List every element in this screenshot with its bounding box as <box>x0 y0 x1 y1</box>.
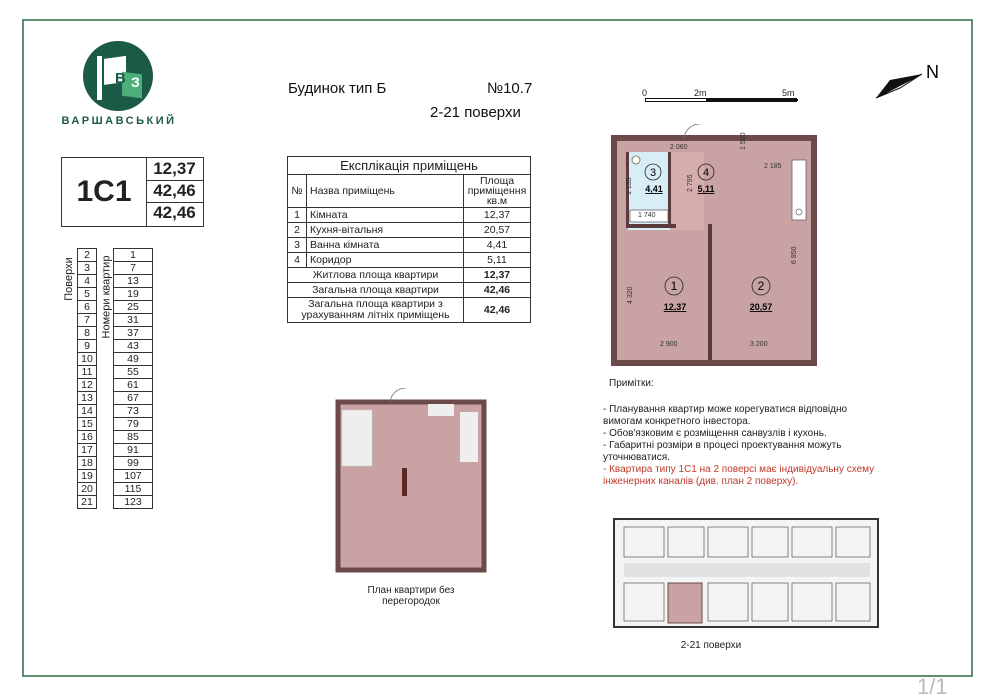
floor-number: 7 <box>78 314 97 327</box>
floor-number: 6 <box>78 301 97 314</box>
apartment-number: 13 <box>114 275 153 288</box>
apartments-label-cell <box>97 496 114 509</box>
room-row <box>288 223 531 238</box>
apartment-number: 99 <box>114 457 153 470</box>
room-row <box>288 253 531 268</box>
floor-number: 16 <box>78 431 97 444</box>
explication-title: Експлікація приміщень <box>288 157 531 175</box>
apartment-number: 55 <box>114 366 153 379</box>
apartment-number: 73 <box>114 405 153 418</box>
apartment-number: 25 <box>114 301 153 314</box>
total-label: Загальна площа квартири <box>288 283 464 298</box>
explication-table <box>287 156 531 323</box>
apartment-number: 79 <box>114 418 153 431</box>
total-label: Загальна площа квартири з урахуванням літніх приміщень <box>288 298 464 323</box>
logo-icon <box>82 40 154 112</box>
total-value: 42,46 <box>464 283 531 298</box>
room-name: Кімната <box>307 208 464 223</box>
apartment-number: 123 <box>114 496 153 509</box>
apartment-number: 43 <box>114 340 153 353</box>
floor-row <box>61 470 153 483</box>
floor-row <box>61 249 153 262</box>
floors-label-cell <box>61 379 78 392</box>
room-area-1: 12,37 <box>663 302 687 312</box>
floor-number: 5 <box>78 288 97 301</box>
total-label: Житлова площа квартири <box>288 268 464 283</box>
floor-row <box>61 418 153 431</box>
dim-6850: 6 850 <box>791 246 798 264</box>
notes-title: Примітки: <box>609 378 654 389</box>
floor-number: 15 <box>78 418 97 431</box>
room-area-2: 20,57 <box>749 302 773 312</box>
dim-4320: 4 320 <box>627 286 634 304</box>
apartment-plan <box>608 124 820 370</box>
room-area: 12,37 <box>464 208 531 223</box>
floors-label: Поверхи <box>62 256 75 301</box>
floor-row <box>61 483 153 496</box>
floor-number: 4 <box>78 275 97 288</box>
floor-row <box>61 457 153 470</box>
floor-row <box>61 431 153 444</box>
total-row <box>288 298 531 323</box>
apartment-number: 91 <box>114 444 153 457</box>
apartments-label-cell <box>97 379 114 392</box>
floor-number: 11 <box>78 366 97 379</box>
dim-2900: 2 900 <box>660 341 678 348</box>
apartments-label-cell <box>97 418 114 431</box>
apartments-label-cell <box>97 444 114 457</box>
apartments-label-cell <box>97 483 114 496</box>
floor-number: 17 <box>78 444 97 457</box>
floor-row <box>61 366 153 379</box>
apartments-label-cell <box>97 431 114 444</box>
svg-text:З: З <box>131 74 140 90</box>
notes-list <box>603 404 883 488</box>
floor-plan-thumbnail <box>610 513 882 633</box>
room-no-1: 1 <box>670 279 678 293</box>
room-name: Ванна кімната <box>307 238 464 253</box>
open-plan-caption: План квартири без перегородок <box>367 585 455 607</box>
room-area: 5,11 <box>464 253 531 268</box>
open-plan <box>332 388 488 574</box>
floors-subtitle: 2-21 поверхи <box>430 104 521 121</box>
note-item: - Обов'язковим є розміщення санвузлів і кухонь. <box>603 428 827 439</box>
apartments-label-cell <box>97 457 114 470</box>
room-no-2: 2 <box>757 279 765 293</box>
apartments-label-cell <box>97 470 114 483</box>
floor-number: 19 <box>78 470 97 483</box>
floor-number: 20 <box>78 483 97 496</box>
apartment-number: 19 <box>114 288 153 301</box>
floor-number: 8 <box>78 327 97 340</box>
room-no: 4 <box>288 253 307 268</box>
building-title: Будинок тип Б <box>288 80 387 97</box>
floor-number: 2 <box>78 249 97 262</box>
floors-label-cell <box>61 327 78 340</box>
floor-row <box>61 496 153 509</box>
floors-label-cell <box>61 392 78 405</box>
room-no: 3 <box>288 238 307 253</box>
apartment-number: 67 <box>114 392 153 405</box>
apartment-number: 31 <box>114 314 153 327</box>
apartment-number: 1 <box>114 249 153 262</box>
room-no-4: 4 <box>702 167 710 179</box>
dim-1740: 1 740 <box>638 212 656 219</box>
room-area-3: 4,41 <box>645 184 663 194</box>
apartment-type-box <box>61 157 204 227</box>
floors-label-cell <box>61 483 78 496</box>
room-no: 2 <box>288 223 307 238</box>
room-no: 1 <box>288 208 307 223</box>
floor-row <box>61 379 153 392</box>
floors-table <box>61 248 153 509</box>
floors-label-cell <box>61 366 78 379</box>
page-number: 1/1 <box>917 674 948 699</box>
apartment-number: 107 <box>114 470 153 483</box>
apartment-number: 85 <box>114 431 153 444</box>
floors-label-cell <box>61 405 78 418</box>
apartments-label-cell <box>97 405 114 418</box>
floors-label-cell <box>61 457 78 470</box>
floor-row <box>61 405 153 418</box>
floors-label-cell <box>61 431 78 444</box>
room-name: Коридор <box>307 253 464 268</box>
dim-2185: 2 185 <box>764 163 782 170</box>
floors-label-cell <box>61 314 78 327</box>
building-number: №10.7 <box>487 80 533 97</box>
floor-number: 12 <box>78 379 97 392</box>
note-item: - Планування квартир може корегуватися відповідно вимогам конкретного інвестора. <box>603 404 848 427</box>
apartments-label-cell <box>97 249 114 353</box>
col-no: № <box>288 175 307 208</box>
apartments-label-cell <box>97 392 114 405</box>
apartment-number: 115 <box>114 483 153 496</box>
floor-plan-caption: 2-21 поверхи <box>680 640 742 651</box>
room-area-4: 5,11 <box>697 184 715 194</box>
scale-5m: 5m <box>782 88 795 98</box>
floor-number: 18 <box>78 457 97 470</box>
apartment-number: 7 <box>114 262 153 275</box>
col-area: Площа приміщення кв.м <box>464 175 531 208</box>
total-value: 42,46 <box>464 298 531 323</box>
floor-number: 9 <box>78 340 97 353</box>
room-row <box>288 208 531 223</box>
apartments-label-cell <box>97 353 114 366</box>
floor-number: 10 <box>78 353 97 366</box>
apartments-label-cell <box>97 366 114 379</box>
total-row <box>288 268 531 283</box>
north-arrow-icon <box>870 62 950 102</box>
brand-name: ВАРШАВСЬКИЙ <box>61 115 177 127</box>
room-row <box>288 238 531 253</box>
floor-row <box>61 444 153 457</box>
total-area: 42,46 <box>146 180 203 203</box>
floor-number: 21 <box>78 496 97 509</box>
room-name: Кухня-вітальня <box>307 223 464 238</box>
floors-label-cell <box>61 496 78 509</box>
floors-label-cell <box>61 470 78 483</box>
dim-2060: 2 060 <box>670 144 688 151</box>
apartment-type-code: 1С1 <box>62 158 147 226</box>
floor-row <box>61 392 153 405</box>
floors-label-cell <box>61 340 78 353</box>
north-label: N <box>926 62 939 82</box>
apartments-label: Номери квартир <box>100 255 113 338</box>
note-item: - Габаритні розміри в процесі проектування можуть уточнюватися. <box>603 440 842 463</box>
total-area-summer: 42,46 <box>153 203 196 222</box>
floors-label-cell <box>61 353 78 366</box>
floor-number: 13 <box>78 392 97 405</box>
floors-label-cell <box>61 418 78 431</box>
room-area: 4,41 <box>464 238 531 253</box>
svg-text:В: В <box>115 70 126 87</box>
dim-2795: 2 795 <box>687 174 694 192</box>
dim-1560: 1 560 <box>740 132 747 150</box>
total-row <box>288 283 531 298</box>
total-value: 12,37 <box>464 268 531 283</box>
apartment-number: 49 <box>114 353 153 366</box>
room-no-3: 3 <box>649 167 657 179</box>
apartment-number: 61 <box>114 379 153 392</box>
apartment-number: 37 <box>114 327 153 340</box>
scale-0: 0 <box>642 88 648 98</box>
floors-label-cell <box>61 444 78 457</box>
dim-1135: 1 135 <box>626 177 633 195</box>
floor-number: 14 <box>78 405 97 418</box>
scale-bar <box>645 98 797 102</box>
note-item-red: - Квартира типу 1С1 на 2 поверсі має індивідуальну схему інженерних каналів (див. план 2 поверху). <box>603 464 875 487</box>
room-area: 20,57 <box>464 223 531 238</box>
living-area: 12,37 <box>146 158 203 181</box>
floor-number: 3 <box>78 262 97 275</box>
dim-3200: 3 200 <box>750 341 768 348</box>
scale-2m: 2m <box>694 88 707 98</box>
col-name: Назва приміщень <box>307 175 464 208</box>
floors-label-cell <box>61 249 78 314</box>
floor-row <box>61 353 153 366</box>
